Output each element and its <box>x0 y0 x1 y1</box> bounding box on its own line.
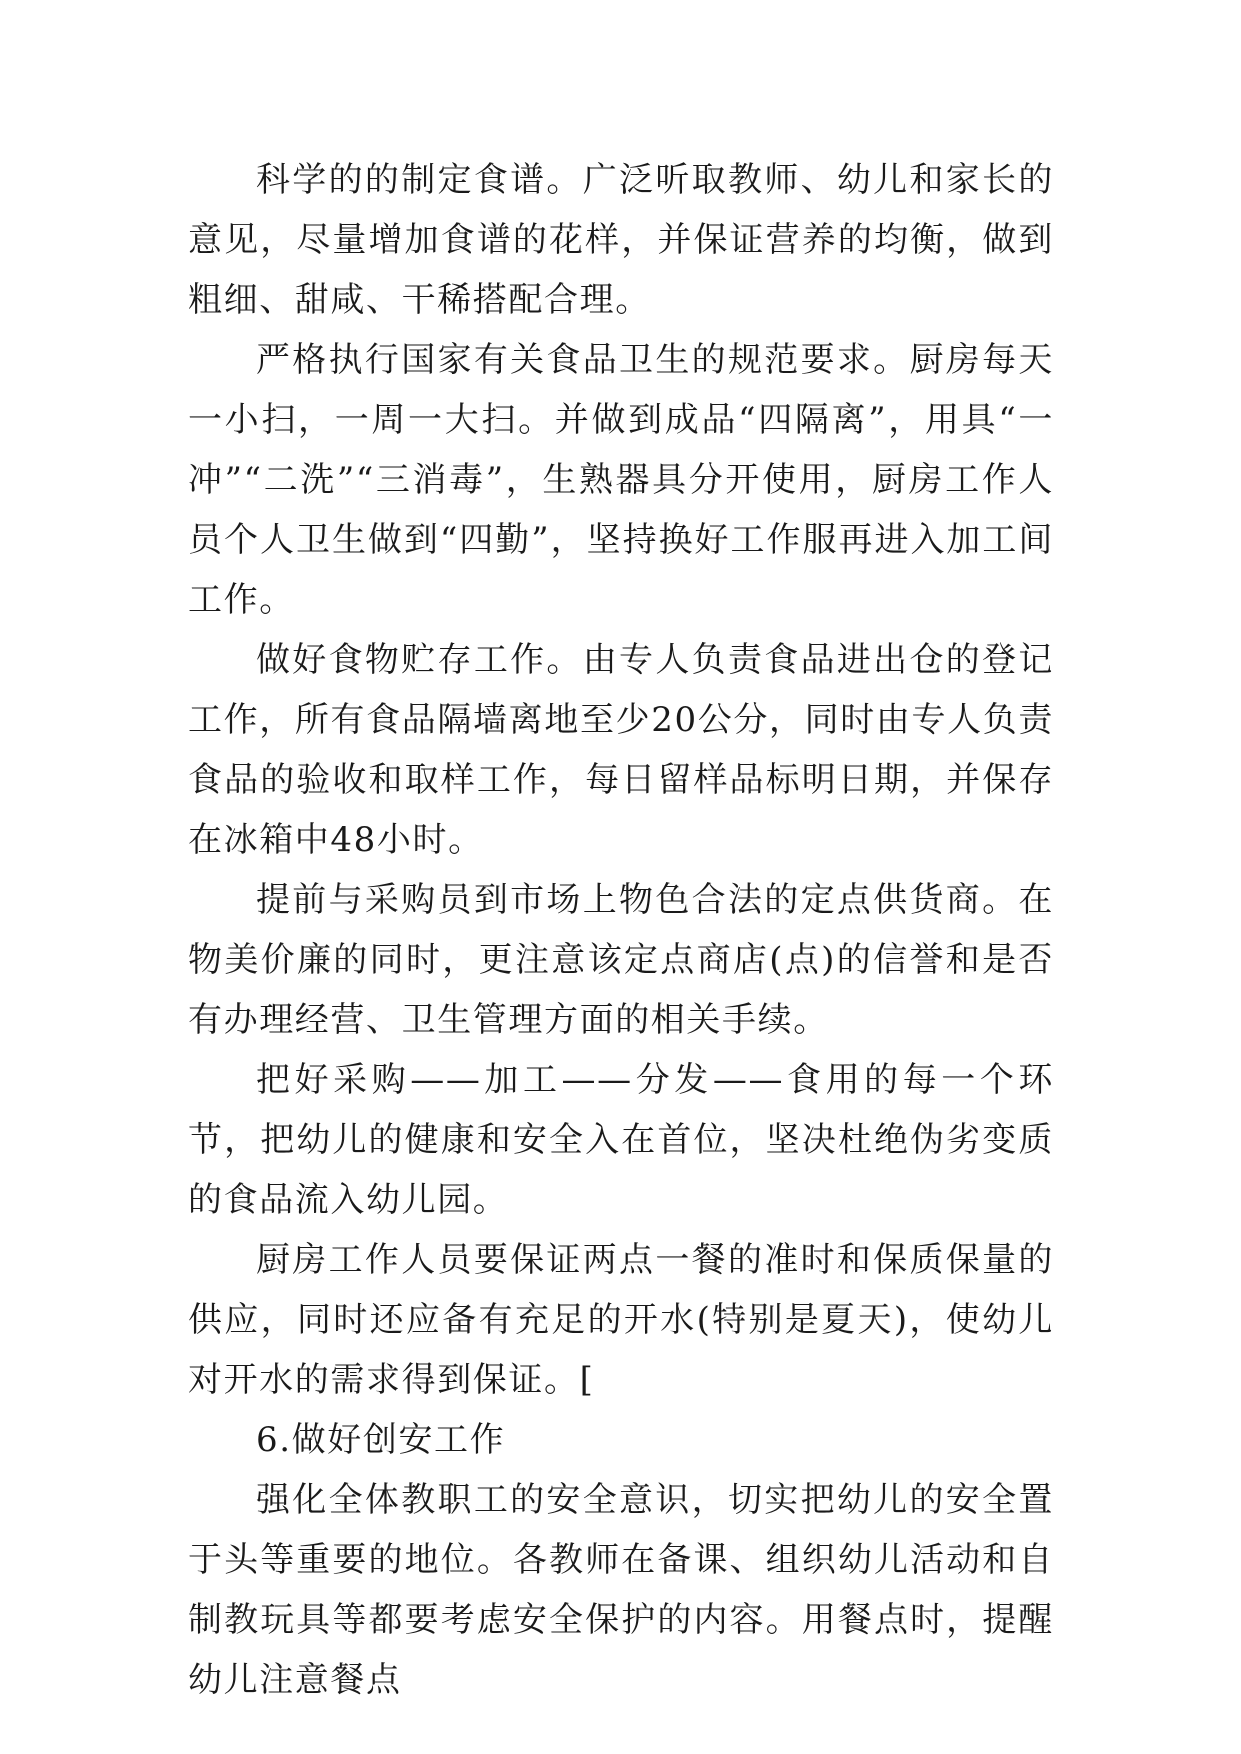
paragraph-procurement-chain: 把好采购——加工——分发——食用的每一个环节，把幼儿的健康和安全入在首位，坚决杜绝伪劣变质的食品流入幼儿园。 <box>188 1060 1054 1220</box>
paragraph-safety-awareness: 强化全体教职工的安全意识，切实把幼儿的安全置于头等重要的地位。各教师在备课、组织幼儿活动和自制教玩具等都要考虑安全保护的内容。用餐点时，提醒幼儿注意餐点 <box>188 1480 1054 1700</box>
paragraph-food-storage: 做好食物贮存工作。由专人负责食品进出仓的登记工作，所有食品隔墙离地至少20公分，同时由专人负责食品的验收和取样工作，每日留样品标明日期，并保存在冰箱中48小时。 <box>188 640 1054 860</box>
document-body <box>188 150 1054 1710</box>
paragraph-food-hygiene: 严格执行国家有关食品卫生的规范要求。厨房每天一小扫，一周一大扫。并做到成品“四隔离”，用具“一冲”“二洗”“三消毒”，生熟器具分开使用，厨房工作人员个人卫生做到“四勤”，坚持换好工作服再进入加工间工作。 <box>188 340 1054 620</box>
paragraph-meal-supply: 厨房工作人员要保证两点一餐的准时和保质保量的供应，同时还应备有充足的开水(特别是夏天)，使幼儿对开水的需求得到保证。[ <box>188 1240 1054 1400</box>
paragraph-menu-planning: 科学的的制定食谱。广泛听取教师、幼儿和家长的意见，尽量增加食谱的花样，并保证营养的均衡，做到粗细、甜咸、干稀搭配合理。 <box>188 160 1054 320</box>
section-heading-safety: 6.做好创安工作 <box>256 1420 506 1460</box>
paragraph-suppliers: 提前与采购员到市场上物色合法的定点供货商。在物美价廉的同时，更注意该定点商店(点)的信誉和是否有办理经营、卫生管理方面的相关手续。 <box>188 880 1054 1040</box>
